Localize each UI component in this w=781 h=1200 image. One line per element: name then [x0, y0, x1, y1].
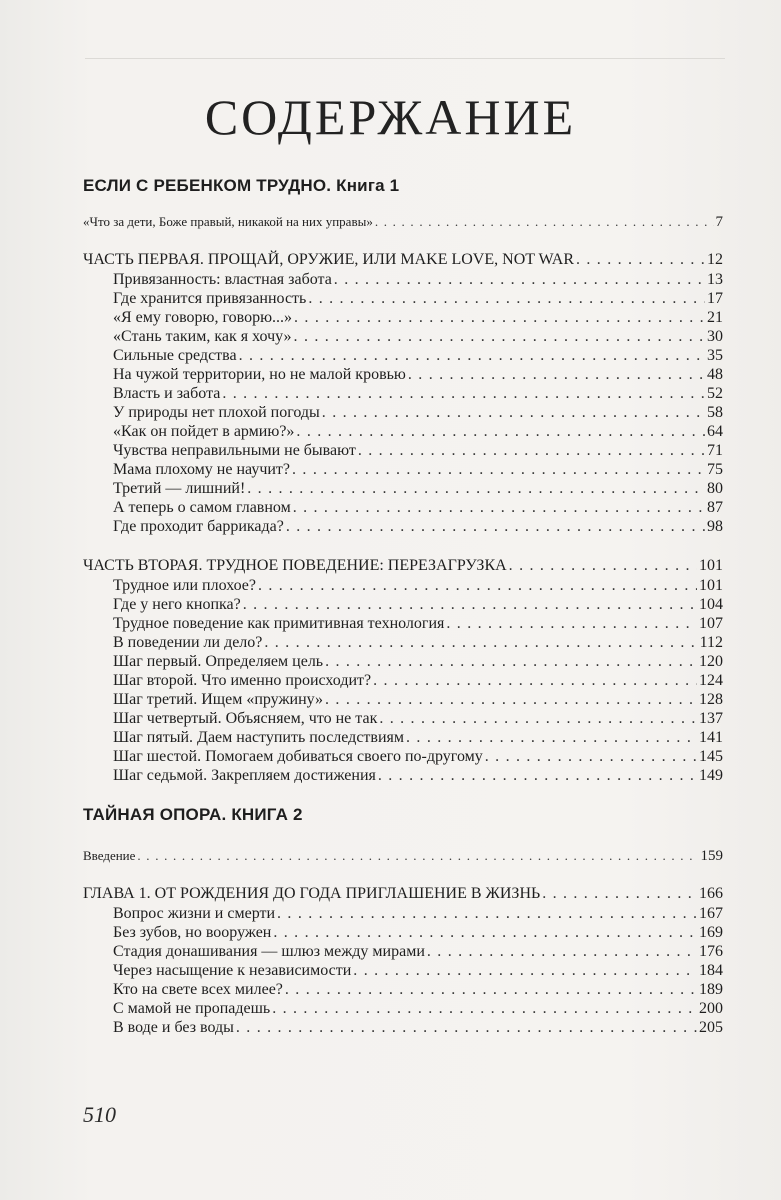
toc-entry-page: 169 — [699, 924, 723, 941]
toc-leader-dots — [485, 747, 697, 767]
toc-entry[interactable] — [113, 614, 723, 634]
toc-entry-label: ЧАСТЬ ВТОРАЯ. ТРУДНОЕ ПОВЕДЕНИЕ: ПЕРЕЗАГРУЗКА — [83, 557, 507, 574]
toc-entry-label: «Как он пойдет в армию?» — [113, 423, 295, 440]
toc-entry-label: Чувства неправильными не бывают — [113, 442, 356, 459]
toc-entry-label: Шаг шестой. Помогаем добиваться своего по-другому — [113, 748, 483, 765]
toc-leader-dots — [379, 709, 697, 729]
toc-entry-page: 137 — [699, 710, 723, 727]
toc-entry-page: 52 — [707, 385, 723, 402]
toc-entry-page: 184 — [699, 962, 723, 979]
toc-leader-dots — [325, 690, 697, 710]
toc-entry-label: А теперь о самом главном — [113, 499, 291, 516]
toc-entry[interactable] — [113, 633, 723, 653]
toc-entry-label: Третий — лишний! — [113, 480, 246, 497]
toc-entry-label: Шаг четвертый. Объясняем, что не так — [113, 710, 378, 727]
book1-heading-sub: Книга 1 — [331, 176, 400, 195]
toc-entry[interactable] — [113, 327, 723, 347]
toc-leader-dots — [296, 422, 705, 442]
toc-entry-page: 189 — [699, 981, 723, 998]
toc-entry[interactable] — [113, 289, 723, 309]
toc-leader-dots — [239, 346, 705, 366]
toc-entry-page: 141 — [699, 729, 723, 746]
toc-leader-dots — [293, 498, 705, 518]
toc-entry-label: Сильные средства — [113, 347, 237, 364]
toc-entry-part1[interactable] — [83, 250, 723, 270]
toc-entry-label: На чужой территории, но не малой кровью — [113, 366, 406, 383]
toc-leader-dots — [222, 384, 705, 404]
toc-entry-book2-intro[interactable] — [83, 846, 723, 866]
toc-leader-dots — [358, 441, 705, 461]
toc-entry[interactable] — [113, 904, 723, 924]
toc-entry-label: Где у него кнопка? — [113, 596, 241, 613]
toc-entry-label: ЧАСТЬ ПЕРВАЯ. ПРОЩАЙ, ОРУЖИЕ, ИЛИ MAKE LOVE, NOT WAR — [83, 251, 574, 268]
toc-entry-label: Трудное поведение как примитивная технология — [113, 615, 445, 632]
toc-entry-label: Где хранится привязанность — [113, 290, 307, 307]
toc-entry[interactable] — [113, 595, 723, 615]
toc-entry[interactable] — [113, 422, 723, 442]
toc-entry-page: 200 — [699, 1000, 723, 1017]
toc-entry-label: ГЛАВА 1. ОТ РОЖДЕНИЯ ДО ГОДА ПРИГЛАШЕНИЕ В ЖИЗНЬ — [83, 885, 541, 902]
toc-entry[interactable] — [113, 747, 723, 767]
toc-leader-dots — [294, 327, 705, 347]
toc-entry[interactable] — [113, 479, 723, 499]
toc-leader-dots — [308, 289, 705, 309]
book1-heading-main: ЕСЛИ С РЕБЕНКОМ ТРУДНО. — [83, 176, 332, 195]
toc-entry-page: 128 — [699, 691, 723, 708]
toc-entry-label: Стадия донашивания — шлюз между мирами — [113, 943, 425, 960]
toc-entry[interactable] — [113, 365, 723, 385]
toc-entry[interactable] — [113, 308, 723, 328]
toc-entry[interactable] — [113, 403, 723, 423]
toc-entry-label: У природы нет плохой погоды — [113, 404, 320, 421]
toc-entry-page: 149 — [699, 767, 723, 784]
toc-entry-page: 75 — [707, 461, 723, 478]
toc-entry[interactable] — [113, 270, 723, 290]
page-title: СОДЕРЖАНИЕ — [204, 89, 577, 145]
toc-leader-dots — [243, 595, 697, 615]
toc-entry-label: Кто на свете всех милее? — [113, 981, 283, 998]
toc-entry-page: 205 — [699, 1019, 723, 1036]
toc-entry-chapter1[interactable] — [83, 884, 723, 904]
toc-entry[interactable] — [113, 923, 723, 943]
toc-entry-page: 98 — [707, 518, 723, 535]
toc-entry-label: В воде и без воды — [113, 1019, 234, 1036]
toc-leader-dots — [286, 517, 705, 537]
toc-leader-dots — [325, 652, 697, 672]
toc-entry[interactable] — [113, 690, 723, 710]
toc-entry-label: С мамой не пропадешь — [113, 1000, 271, 1017]
toc-entry-page: 80 — [707, 480, 723, 497]
toc-entry-page: 176 — [699, 943, 723, 960]
bleed-through-header — [85, 28, 725, 59]
toc-entry[interactable] — [113, 1018, 723, 1038]
toc-entry-page: 87 — [707, 499, 723, 516]
toc-leader-dots — [137, 846, 698, 866]
toc-entry-page: 21 — [707, 309, 723, 326]
toc-leader-dots — [258, 576, 697, 596]
toc-entry-label: Где проходит баррикада? — [113, 518, 284, 535]
toc-entry-label: Привязанность: властная забота — [113, 271, 332, 288]
toc-leader-dots — [285, 980, 697, 1000]
toc-entry-page: 159 — [700, 848, 723, 864]
toc-leader-dots — [334, 270, 705, 290]
toc-leader-dots — [247, 479, 705, 499]
toc-entry-label: Трудное или плохое? — [113, 577, 256, 594]
toc-entry-label: Мама плохому не научит? — [113, 461, 291, 478]
toc-entry-label: Шаг третий. Ищем «пружину» — [113, 691, 324, 708]
toc-entry-label: В поведении ли дело? — [113, 634, 263, 651]
toc-entry[interactable] — [113, 460, 723, 480]
toc-entry[interactable] — [113, 498, 723, 518]
toc-entry-label: Без зубов, но вооружен — [113, 924, 272, 941]
toc-entry-page: 107 — [699, 615, 723, 632]
toc-entry-label: «Я ему говорю, говорю...» — [113, 309, 293, 326]
toc-leader-dots — [273, 923, 697, 943]
toc-entry[interactable] — [113, 517, 723, 537]
toc-entry-page: 64 — [707, 423, 723, 440]
toc-leader-dots — [294, 308, 705, 328]
toc-leader-dots — [277, 904, 697, 924]
toc-entry-page: 71 — [707, 442, 723, 459]
toc-entry-label: «Стань таким, как я хочу» — [113, 328, 292, 345]
toc-entry-page: 120 — [699, 653, 723, 670]
toc-entry[interactable] — [113, 346, 723, 366]
toc-entry-label: Вопрос жизни и смерти — [113, 905, 276, 922]
toc-leader-dots — [542, 884, 697, 904]
toc-leader-dots — [427, 942, 697, 962]
page-number: 510 — [83, 1102, 116, 1127]
toc-entry-page: 30 — [707, 328, 723, 345]
toc-entry-label: Шаг первый. Определяем цель — [113, 653, 324, 670]
toc-entry-page: 35 — [707, 347, 723, 364]
book1-heading — [83, 176, 723, 196]
toc-entry-part2[interactable] — [83, 556, 723, 576]
toc-entry-label: Шаг второй. Что именно происходит? — [113, 672, 372, 689]
toc-leader-dots — [408, 365, 705, 385]
toc-entry[interactable] — [113, 671, 723, 691]
toc-leader-dots — [353, 961, 697, 981]
toc-leader-dots — [322, 403, 705, 423]
toc-entry-label: Шаг пятый. Даем наступить последствиям — [113, 729, 405, 746]
toc-entry-page: 145 — [699, 748, 723, 765]
toc-entry[interactable] — [113, 961, 723, 981]
toc-entry-page: 13 — [707, 271, 723, 288]
toc-entry[interactable] — [113, 441, 723, 461]
toc-leader-dots — [509, 556, 697, 576]
toc-entry[interactable] — [113, 942, 723, 962]
toc-entry[interactable] — [113, 384, 723, 404]
toc-entry[interactable] — [113, 652, 723, 672]
toc-leader-dots — [272, 999, 697, 1019]
toc-entry-book1-intro[interactable] — [83, 212, 723, 232]
toc-entry-page: 124 — [699, 672, 723, 689]
toc-leader-dots — [236, 1018, 697, 1038]
toc-entry[interactable] — [113, 576, 723, 596]
toc-leader-dots — [292, 460, 705, 480]
toc-entry[interactable] — [113, 709, 723, 729]
toc-entry[interactable] — [113, 980, 723, 1000]
toc-entry-page: 58 — [707, 404, 723, 421]
toc-entry-label: Власть и забота — [113, 385, 221, 402]
toc-entry[interactable] — [113, 766, 723, 786]
toc-entry[interactable] — [113, 999, 723, 1019]
toc-entry-page: 101 — [699, 557, 723, 574]
toc-entry[interactable] — [113, 728, 723, 748]
toc-entry-page: 48 — [707, 366, 723, 383]
toc-entry-page: 7 — [715, 214, 723, 230]
toc-entry-label: «Что за дети, Боже правый, никакой на них управы» — [83, 214, 373, 229]
toc-entry-page: 104 — [699, 596, 723, 613]
toc-entry-page: 166 — [699, 885, 723, 902]
toc-entry-page: 167 — [699, 905, 723, 922]
toc-entry-label: Шаг седьмой. Закрепляем достижения — [113, 767, 376, 784]
toc-leader-dots — [446, 614, 697, 634]
toc-leader-dots — [373, 671, 697, 691]
toc-leader-dots — [375, 212, 714, 232]
toc-leader-dots — [576, 250, 705, 270]
toc-leader-dots — [264, 633, 697, 653]
toc-entry-label: Через насыщение к независимости — [113, 962, 352, 979]
toc-leader-dots — [406, 728, 697, 748]
toc-leader-dots — [378, 766, 697, 786]
toc-entry-page: 12 — [707, 251, 723, 268]
toc-entry-label: Введение — [83, 848, 136, 863]
toc-entry-page: 17 — [707, 290, 723, 307]
book2-heading: ТАЙНАЯ ОПОРА. КНИГА 2 — [83, 805, 303, 824]
toc-entry-page: 101 — [699, 577, 723, 594]
toc-entry-page: 112 — [699, 634, 723, 651]
